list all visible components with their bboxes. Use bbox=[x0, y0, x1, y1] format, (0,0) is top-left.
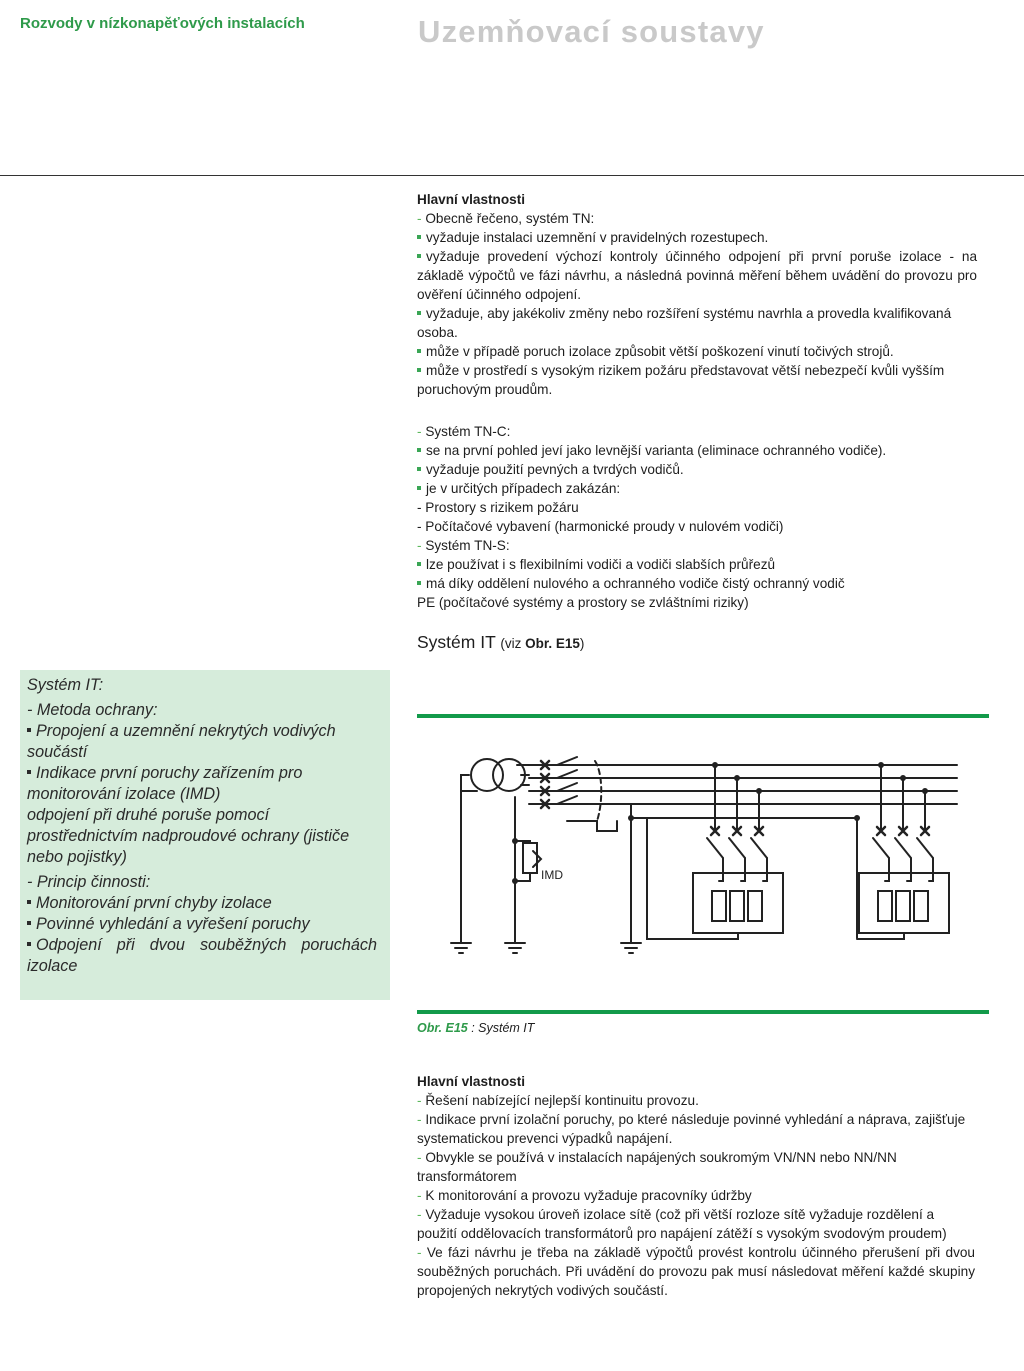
chapter-title: Uzemňovací soustavy bbox=[418, 14, 765, 49]
supply-earth-wire bbox=[461, 775, 469, 943]
list-item: vyžaduje provedení výchozí kontroly účinného odpojení při první poruše izolace - na základě výpočtů ve fázi návrhu, a následná povinná měření během uvádění do provozu pro ověření účinného odpojení. bbox=[417, 249, 977, 302]
it-section bbox=[417, 1072, 975, 1300]
load-2-enclosure bbox=[859, 873, 949, 933]
list-item: má díky oddělení nulového a ochranného vodiče čistý ochranný vodič bbox=[417, 574, 977, 593]
summary-item: Odpojení při dvou souběžných poruchách izolace bbox=[27, 936, 377, 975]
summary-box bbox=[20, 670, 390, 1000]
it-system-heading: Systém IT (viz Obr. E15) bbox=[417, 632, 585, 652]
summary-title: Systém IT: bbox=[27, 676, 104, 694]
list-item: vyžaduje instalaci uzemnění v pravidelných rozestupech. bbox=[417, 228, 977, 247]
list-item: - Obvykle se používá v instalacích napájených soukromým VN/NN nebo NN/NN transformátorem bbox=[417, 1150, 897, 1184]
list-item: - Vyžaduje vysokou úroveň izolace sítě (což při větší rozloze sítě vyžaduje rozdělení a použití oddělovacích transformátorů pro napájení zátěží s vysokým svodovým proudem) bbox=[417, 1207, 947, 1241]
figure-top-rule bbox=[417, 714, 989, 718]
list-intro: - Obecně řečeno, systém TN: bbox=[417, 211, 595, 226]
section-heading: Hlavní vlastnosti bbox=[417, 192, 526, 207]
list-item: - Řešení nabízející nejlepší kontinuitu provozu. bbox=[417, 1093, 699, 1108]
imd-label: IMD bbox=[541, 868, 563, 882]
list-item: lze používat i s flexibilními vodiči a vodiči slabších průřezů bbox=[417, 555, 977, 574]
summary-label: - Metoda ochrany: bbox=[27, 701, 158, 719]
it-system-diagram bbox=[417, 713, 989, 1015]
running-head: Rozvody v nízkonapěťových instalacích bbox=[20, 15, 305, 32]
load-2-element bbox=[878, 891, 892, 921]
list-intro: - Systém TN-S: bbox=[417, 538, 510, 553]
list-item: - Ve fázi návrhu je třeba na základě výpočtů provést kontrolu účinného přerušení při dvou souběžných poruchách. Při uvádění do provozu pak musí následovat měření každé skupiny propojených nekrytých vodivých součástí. bbox=[417, 1245, 975, 1298]
list-item: může v prostředí s vysokým rizikem požáru představovat větší nebezpečí kvůli vyšším poruchovým proudům. bbox=[417, 363, 945, 397]
list-subitem: - Počítačové vybavení (harmonické proudy v nulovém vodiči) bbox=[417, 519, 784, 534]
list-item: je v určitých případech zakázán: bbox=[417, 479, 977, 498]
list-continuation: PE (počítačové systémy a prostory se zvláštními riziky) bbox=[417, 595, 749, 610]
load-1-element bbox=[712, 891, 726, 921]
earth-symbols bbox=[451, 943, 641, 953]
list-subitem: - Prostory s rizikem požáru bbox=[417, 500, 579, 515]
tn-section bbox=[417, 190, 977, 399]
summary-continuation: odpojení při druhé poruše pomocí prostřednictvím nadproudové ochrany (jističe nebo pojistky) bbox=[27, 806, 350, 866]
figure-bottom-rule bbox=[417, 1010, 989, 1014]
summary-item: Indikace první poruchy zařízením pro monitorování izolace (IMD) bbox=[27, 764, 303, 803]
summary-item: Propojení a uzemnění nekrytých vodivých součástí bbox=[27, 722, 336, 761]
list-item: vyžaduje, aby jakékoliv změny nebo rozšíření systému navrhla a provedla kvalifikovaná osoba. bbox=[417, 306, 952, 340]
summary-label: - Princip činnosti: bbox=[27, 873, 151, 891]
list-item: vyžaduje použití pevných a tvrdých vodičů. bbox=[417, 460, 977, 479]
section-heading: Hlavní vlastnosti bbox=[417, 1074, 526, 1089]
list-item: může v případě poruch izolace způsobit větší poškození vinutí točivých strojů. bbox=[417, 342, 977, 361]
list-item: - Indikace první izolační poruchy, po které následuje povinné vyhledání a náprava, zajišťuje systematickou prevenci výpadků napájení. bbox=[417, 1112, 966, 1146]
tnc-tns-section bbox=[417, 422, 977, 612]
figure-caption: Obr. E15 : Systém IT bbox=[417, 1021, 535, 1035]
imd-resistor bbox=[523, 843, 537, 873]
list-item: - K monitorování a provozu vyžaduje pracovníky údržby bbox=[417, 1188, 752, 1203]
summary-item: Monitorování první chyby izolace bbox=[27, 893, 377, 914]
header-rule bbox=[0, 175, 1024, 176]
list-intro: - Systém TN-C: bbox=[417, 424, 511, 439]
summary-item: Povinné vyhledání a vyřešení poruchy bbox=[27, 914, 377, 935]
list-item: se na první pohled jeví jako levnější varianta (eliminace ochranného vodiče). bbox=[417, 441, 977, 460]
load-1-enclosure bbox=[693, 873, 783, 933]
